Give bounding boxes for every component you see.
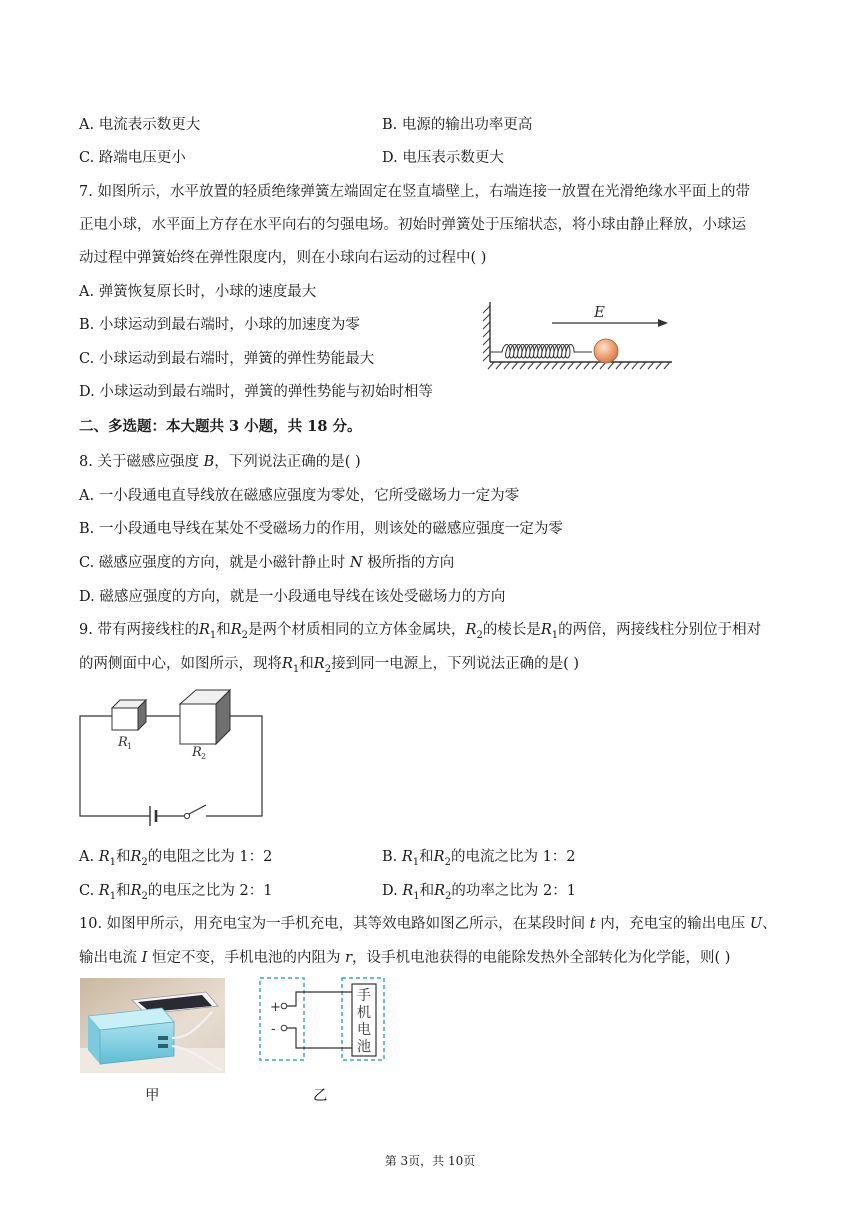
power-bank-photo [80, 978, 225, 1073]
spring [490, 345, 592, 359]
q7-stem-line1: 7. 如图所示，水平放置的轻质绝缘弹簧左端固定在竖直墙壁上，右端连接一放置在光滑绝缘水平面上的带 [79, 184, 750, 200]
r2-label: R [192, 745, 202, 760]
figure-label-yi: 乙 [313, 1088, 328, 1104]
q9-stem-line2: 的两侧面中心，如图所示，现将$R_1$和$R_2$接到同一电源上，下列说法正确的是( ) [79, 656, 580, 675]
q8-option-a: A. 一小段通电直导线放在磁感应强度为零处，它所受磁场力一定为零 [79, 488, 520, 504]
q9-option-d: D. $R_1$和$R_2$的功率之比为 2：1 [382, 883, 576, 902]
q6-option-c: C. 路端电压更小 [79, 150, 186, 166]
q7-stem-line3: 动过程中弹簧始终在弹性限度内，则在小球向右运动的过程中( ) [79, 250, 487, 266]
field-label-e: E [594, 303, 605, 321]
q7-option-a: A. 弹簧恢复原长时，小球的速度最大 [79, 284, 317, 300]
q9-stem-line1: 9. 带有两接线柱的$R_1$和$R_2$是两个材质相同的立方体金属块，$R_2$的棱长是$R_1$的两倍，两接线柱分别位于相对 [79, 622, 762, 641]
q9-option-c: C. $R_1$和$R_2$的电压之比为 2：1 [79, 883, 273, 902]
plus-sign: + [270, 1000, 281, 1015]
q8-option-c: C. 磁感应强度的方向，就是小磁针静止时 N 极所指的方向 [79, 555, 455, 571]
q10-stem-line1: 10. 如图甲所示，用充电宝为一手机充电，其等效电路如图乙所示，在某段时间 t 内，充电宝的输出电压 U、 [79, 916, 777, 932]
q8-option-d: D. 磁感应强度的方向，就是一小段通电导线在该处受磁场力的方向 [79, 589, 506, 605]
q7-option-b: B. 小球运动到最右端时，小球的加速度为零 [79, 317, 360, 333]
figure-label-jia: 甲 [145, 1088, 160, 1104]
q10-stem-line2: 输出电流 I 恒定不变，手机电池的内阻为 r，设手机电池获得的电能除发热外全部转化为化学能，则( ) [79, 950, 731, 966]
q8-option-b: B. 一小段通电导线在某处不受磁场力的作用，则该处的磁感应强度一定为零 [79, 521, 563, 537]
q7-option-c: C. 小球运动到最右端时，弹簧的弹性势能最大 [79, 351, 375, 367]
minus-sign: - [271, 1022, 276, 1037]
charged-ball [594, 339, 618, 363]
page-footer: 第 3页，共 10页 [384, 1154, 476, 1168]
q10-equivalent-circuit [258, 976, 388, 1066]
svg-text:机: 机 [357, 1005, 371, 1021]
svg-text:2: 2 [201, 752, 207, 761]
q7-option-d: D. 小球运动到最右端时，弹簧的弹性势能与初始时相等 [79, 384, 433, 400]
q7-stem-line2: 正电小球，水平面上方存在水平向右的匀强电场。初始时弹簧处于压缩状态，将小球由静止释放，小球运 [79, 217, 746, 233]
q9-option-a: A. $R_1$和$R_2$的电阻之比为 1：2 [79, 849, 273, 868]
svg-text:手: 手 [357, 988, 371, 1004]
svg-text:1: 1 [127, 742, 133, 751]
r1-label: R [118, 735, 128, 750]
svg-text:电: 电 [357, 1022, 371, 1038]
q7-spring-figure [480, 296, 680, 376]
section-2-heading: 二、多选题：本大题共 3 小题，共 18 分。 [79, 418, 362, 435]
q6-option-b: B. 电源的输出功率更高 [382, 117, 533, 133]
q9-circuit-figure [78, 688, 268, 828]
svg-text:池: 池 [357, 1039, 371, 1055]
q9-option-b: B. $R_1$和$R_2$的电流之比为 1：2 [382, 849, 576, 868]
q6-option-d: D. 电压表示数更大 [382, 150, 504, 166]
q6-option-a: A. 电流表示数更大 [79, 117, 201, 133]
q8-stem: 8. 关于磁感应强度 B，下列说法正确的是( ) [79, 454, 361, 470]
